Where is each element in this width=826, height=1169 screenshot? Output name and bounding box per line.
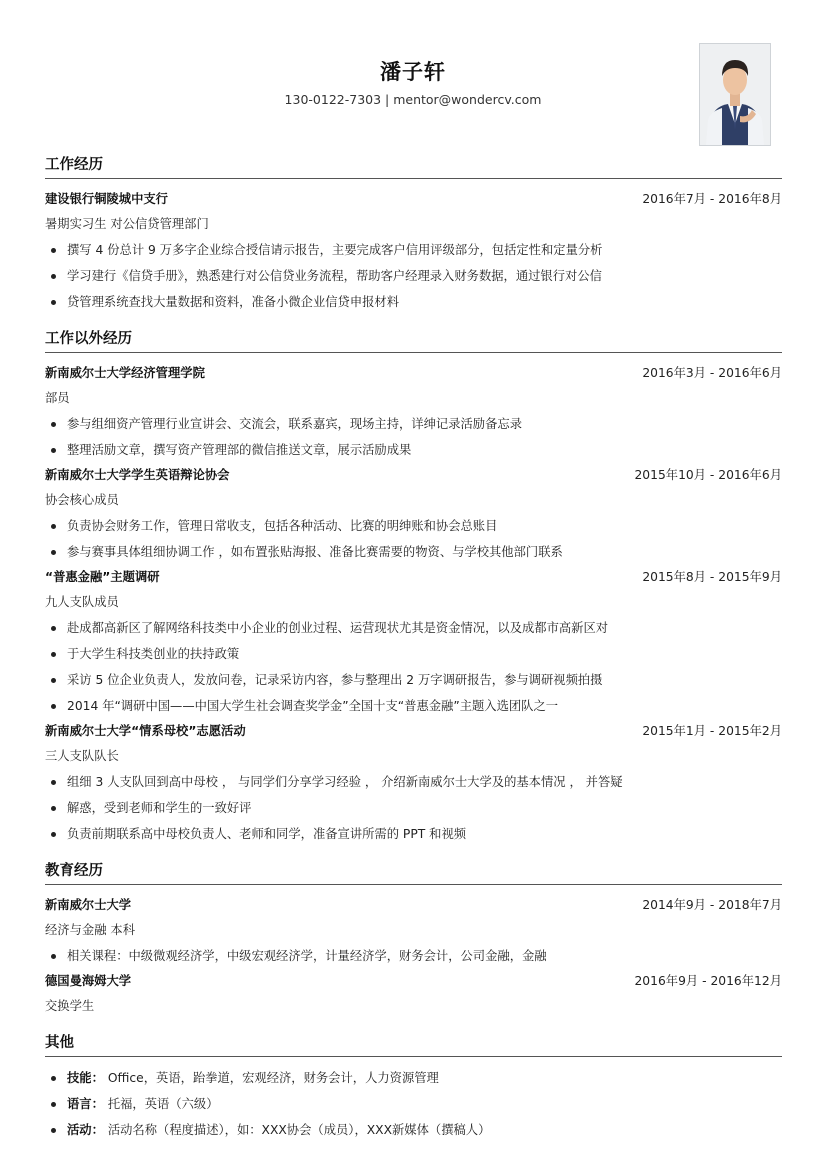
entry-date: 2014年9月 - 2018年7月 (642, 898, 782, 912)
entry-date: 2016年7月 - 2016年8月 (642, 192, 782, 206)
entry-date: 2016年3月 - 2016年6月 (642, 366, 782, 380)
entry-date: 2015年1月 - 2015年2月 (642, 724, 782, 738)
resume-header (0, 0, 826, 150)
language-text: 托福，英语（六级） (107, 1097, 219, 1111)
list-item: 解惑，受到老师和学生的一致好评 (45, 795, 782, 821)
section-title-education: 教育经历 (45, 861, 782, 885)
entry-organization: 建设银行铜陵城中支行 (45, 192, 168, 206)
list-item: 组细 3 人支队回到高中母校 ， 与同学们分享学习经验 ， 介绍新南威尔士大学及的基本情况 ， 并答疑 (45, 769, 782, 795)
entry-date: 2015年8月 - 2015年9月 (642, 570, 782, 584)
entry-education (45, 893, 782, 969)
entry-role: 三人支队队长 (45, 749, 119, 763)
list-item: 赴成都高新区了解网络科技类中小企业的创业过程、运营现状尤其是资金情况，以及成都市高新区对 (45, 615, 782, 641)
activity-label: 活动： (67, 1123, 104, 1137)
entry-role: 经济与金融 本科 (45, 923, 135, 937)
entry-education (45, 969, 782, 1019)
list-item: 负责前期联系高中母校负责人、老师和同学，准备宣讲所需的 PPT 和视频 (45, 821, 782, 847)
entry-work (45, 187, 782, 315)
list-item: 2014 年“调研中国——中国大学生社会调查奖学金”全国十支“普惠金融”主题入选团队之一 (45, 693, 782, 719)
section-title-work: 工作经历 (45, 155, 782, 179)
list-item (45, 1117, 782, 1143)
entry-organization: 德国曼海姆大学 (45, 974, 132, 988)
list-item (45, 1091, 782, 1117)
entry-date: 2016年9月 - 2016年12月 (634, 974, 782, 988)
entry-organization: 新南威尔士大学经济管理学院 (45, 366, 205, 380)
list-item (45, 1065, 782, 1091)
language-label: 语言： (67, 1097, 104, 1111)
section-title-extra: 工作以外经历 (45, 329, 782, 353)
contact-info: 130-0122-7303 | mentor@wondercv.com (284, 92, 542, 107)
list-item: 相关课程：中级微观经济学，中级宏观经济学，计量经济学，财务会计，公司金融，金融 (45, 943, 782, 969)
entry-role: 交换学生 (45, 999, 95, 1013)
entry-role: 部员 (45, 391, 70, 405)
other-list (45, 1065, 782, 1143)
entry-role: 协会核心成员 (45, 493, 119, 507)
skill-text: Office，英语，跆拳道，宏观经济，财务会计，人力资源管理 (107, 1071, 439, 1085)
list-item: 学习建行《信贷手册》，熟悉建行对公信贷业务流程，帮助客户经理录入财务数据，通过银行对公信 (45, 263, 782, 289)
list-item: 参与赛事具体组细协调工作 ，如布置张贴海报、准备比赛需要的物资、与学校其他部门联系 (45, 539, 782, 565)
list-item: 贷管理系统查找大量数据和资料，准备小微企业信贷申报材料 (45, 289, 782, 315)
list-item: 于大学生科技类创业的扶持政策 (45, 641, 782, 667)
skill-label: 技能： (67, 1071, 104, 1085)
entry-organization: 新南威尔士大学 (45, 898, 132, 912)
entry-role: 九人支队成员 (45, 595, 119, 609)
entry-organization: 新南威尔士大学学生英语辩论协会 (45, 468, 230, 482)
entry-extra (45, 463, 782, 565)
entry-organization: “普惠金融”主题调研 (45, 570, 160, 584)
entry-organization: 新南威尔士大学“情系母校”志愿活动 (45, 724, 246, 738)
list-item: 整理活励文章，撰写资产管理部的微信推送文章，展示活励成果 (45, 437, 782, 463)
entry-extra (45, 565, 782, 719)
candidate-name: 潘子轩 (380, 60, 446, 84)
list-item: 采访 5 位企业负责人，发放问卷，记录采访内容，参与整理出 2 万字调研报告，参与调研视频拍摄 (45, 667, 782, 693)
entry-extra (45, 361, 782, 463)
entry-extra (45, 719, 782, 847)
activity-text: 活动名称（程度描述），如：XXX协会（成员），XXX新媒体（撰稿人） (107, 1123, 491, 1137)
entry-role: 暑期实习生 对公信贷管理部门 (45, 217, 209, 231)
list-item: 撰写 4 份总计 9 万多字企业综合授信请示报告，主要完成客户信用评级部分，包括定性和定量分析 (45, 237, 782, 263)
profile-photo (699, 43, 771, 146)
resume-body (45, 155, 782, 1143)
person-portrait-icon (700, 44, 770, 145)
list-item: 参与组细资产管理行业宣讲会、交流会，联系嘉宾，现场主持，详绅记录活励备忘录 (45, 411, 782, 437)
section-title-other: 其他 (45, 1033, 782, 1057)
list-item: 负责协会财务工作，管理日常收支，包括各种活动、比赛的明绅账和协会总账目 (45, 513, 782, 539)
entry-date: 2015年10月 - 2016年6月 (634, 468, 782, 482)
